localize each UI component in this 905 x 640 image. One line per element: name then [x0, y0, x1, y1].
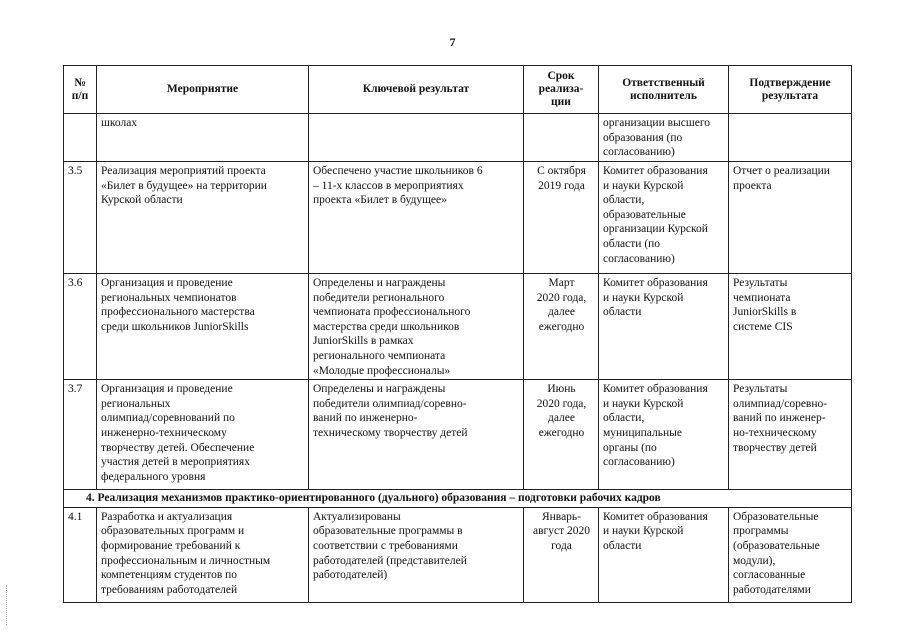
row-event: Организация и проведение региональных олимпиад/соревнований по инженерно-техническому творчеству детей. Обеспечение участия детей в мероприятиях федерального уровня [97, 380, 309, 490]
table-row [64, 114, 852, 162]
row-result [309, 114, 524, 162]
row-executor: организации высшего образования (по согласованию) [599, 114, 729, 162]
row-confirmation: Образовательные программы (образовательные модули), согласованные работодателями [729, 507, 852, 602]
section-4-heading [64, 490, 852, 508]
header-confirmation: Подтверждение результата [729, 66, 852, 114]
row-result: Актуализированы образовательные программы в соответствии с требованиями работодателей (представителей работодателей) [309, 507, 524, 602]
table-row [64, 507, 852, 602]
row-executor: Комитет образования и науки Курской области [599, 274, 729, 380]
table-row [64, 162, 852, 274]
row-num: 4.1 [64, 507, 97, 602]
row-result: Определены и награждены победители олимпиад/соревно- ваний по инженерно- техническому творчеству детей [309, 380, 524, 490]
scan-edge-mark [6, 585, 8, 625]
row-num: 3.6 [64, 274, 97, 380]
table-row [64, 274, 852, 380]
header-term: Срок реализа- ции [524, 66, 599, 114]
row-result: Определены и награждены победители регионального чемпионата профессионального мастерства среди школьников JuniorSkills в рамках регионального чемпионата «Молодые профессионалы» [309, 274, 524, 380]
row-term: Март 2020 года, далее ежегодно [524, 274, 599, 380]
row-confirmation: Результаты олимпиад/соревно- ваний по инженер- но-техническому творчеству детей [729, 380, 852, 490]
row-num: 3.5 [64, 162, 97, 274]
row-executor: Комитет образования и науки Курской области, муниципальные органы (по согласованию) [599, 380, 729, 490]
row-executor: Комитет образования и науки Курской области [599, 507, 729, 602]
header-result: Ключевой результат [309, 66, 524, 114]
row-event: Разработка и актуализация образовательных программ и формирование требований к профессиональным и личностным компетенциям студентов по требованиям работодателей [97, 507, 309, 602]
header-event: Мероприятие [97, 66, 309, 114]
row-term [524, 114, 599, 162]
row-num [64, 114, 97, 162]
row-term: С октября 2019 года [524, 162, 599, 274]
section-4-title: 4. Реализация механизмов практико-ориентированного (дуального) образования – подготовки рабочих кадров [86, 492, 661, 505]
section-heading-row [64, 490, 852, 508]
table-header-row [64, 66, 852, 114]
row-executor: Комитет образования и науки Курской области, образовательные организации Курской области (по согласованию) [599, 162, 729, 274]
header-executor: Ответственный исполнитель [599, 66, 729, 114]
row-event: Организация и проведение региональных чемпионатов профессионального мастерства среди школьников JuniorSkills [97, 274, 309, 380]
action-plan-table [63, 65, 852, 603]
row-confirmation: Отчет о реализации проекта [729, 162, 852, 274]
row-result: Обеспечено участие школьников 6 – 11-х классов в мероприятиях проекта «Билет в будущее» [309, 162, 524, 274]
row-term: Июнь 2020 года, далее ежегодно [524, 380, 599, 490]
table-row [64, 380, 852, 490]
header-num: № п/п [64, 66, 97, 114]
row-term: Январь- август 2020 года [524, 507, 599, 602]
row-event: Реализация мероприятий проекта «Билет в будущее» на территории Курской области [97, 162, 309, 274]
row-confirmation [729, 114, 852, 162]
row-num: 3.7 [64, 380, 97, 490]
row-confirmation: Результаты чемпионата JuniorSkills в системе CIS [729, 274, 852, 380]
page-number: 7 [449, 35, 456, 49]
row-event: школах [97, 114, 309, 162]
